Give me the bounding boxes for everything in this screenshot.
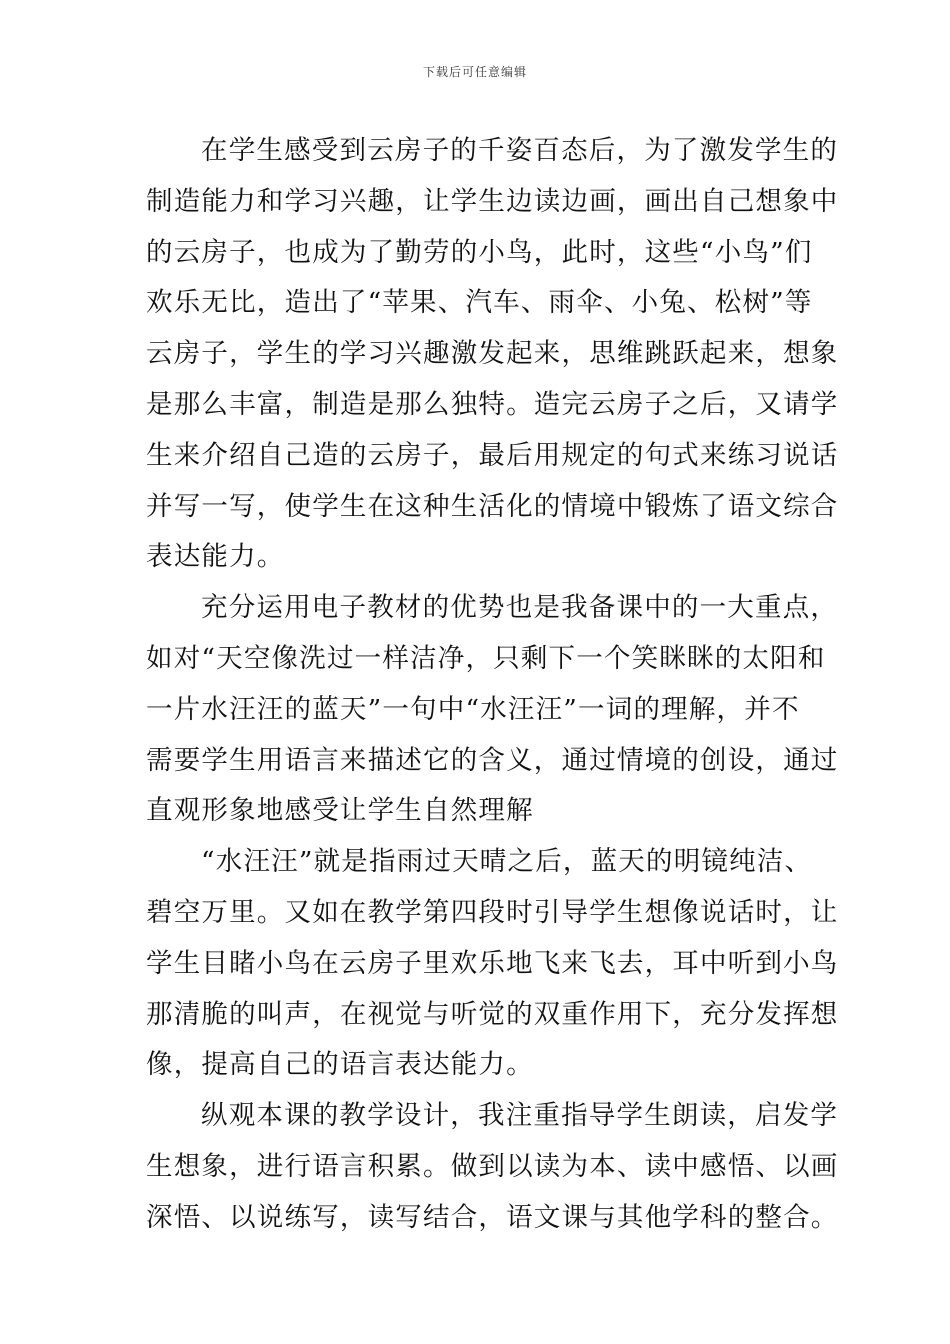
text-line: 制造能力和学习兴趣，让学生边读边画，画出自己想象中 — [146, 185, 839, 217]
text-line: 纵观本课的教学设计，我注重指导学生朗读，启发学 — [201, 1100, 839, 1132]
text-line: 直观形象地感受让学生自然理解 — [146, 795, 534, 827]
text-line: 一片水汪汪的蓝天”一句中“水汪汪”一词的理解，并不 — [146, 693, 800, 725]
text-line: 在学生感受到云房子的千姿百态后，为了激发学生的 — [201, 135, 839, 166]
paragraph-4 — [146, 1091, 839, 1243]
text-line: 那清脆的叫声，在视觉与听觉的双重作用下，充分发挥想 — [146, 998, 839, 1030]
paragraph-1 — [146, 126, 839, 583]
text-line: 深悟、以说练写，读写结合，语文课与其他学科的整合。 — [146, 1201, 839, 1233]
text-line: 生想象，进行语言积累。做到以读为本、读中感悟、以画 — [146, 1150, 839, 1182]
text-line: 并写一写，使学生在这种生活化的情境中锻炼了语文综合 — [146, 490, 839, 522]
text-line: 生来介绍自己造的云房子，最后用规定的句式来练习说话 — [146, 439, 839, 471]
text-line: 学生目睹小鸟在云房子里欢乐地飞来飞去，耳中听到小鸟 — [146, 947, 839, 979]
text-line: 充分运用电子教材的优势也是我备课中的一大重点， — [201, 592, 839, 624]
text-line: “水汪汪”就是指雨过天晴之后，蓝天的明镜纯洁、 — [201, 846, 813, 878]
text-line: 像，提高自己的语言表达能力。 — [146, 1049, 534, 1081]
text-line: 碧空万里。又如在教学第四段时引导学生想像说话时，让 — [146, 896, 839, 928]
document-body — [146, 126, 839, 1244]
text-line: 如对“天空像洗过一样洁净，只剩下一个笑眯眯的太阳和 — [146, 642, 826, 674]
paragraph-2 — [146, 583, 839, 837]
page-header: 下载后可任意编辑 — [422, 65, 527, 79]
text-line: 表达能力。 — [146, 541, 285, 573]
text-line: 欢乐无比，造出了“苹果、汽车、雨伞、小兔、松树”等 — [146, 287, 813, 319]
text-line: 是那么丰富，制造是那么独特。造完云房子之后，又请学 — [146, 388, 839, 420]
text-line: 需要学生用语言来描述它的含义，通过情境的创设，通过 — [146, 744, 839, 776]
paragraph-3 — [146, 837, 839, 1091]
text-line: 云房子，学生的学习兴趣激发起来，思维跳跃起来，想象 — [146, 338, 839, 370]
text-line: 的云房子，也成为了勤劳的小鸟，此时，这些“小鸟”们 — [146, 236, 813, 268]
